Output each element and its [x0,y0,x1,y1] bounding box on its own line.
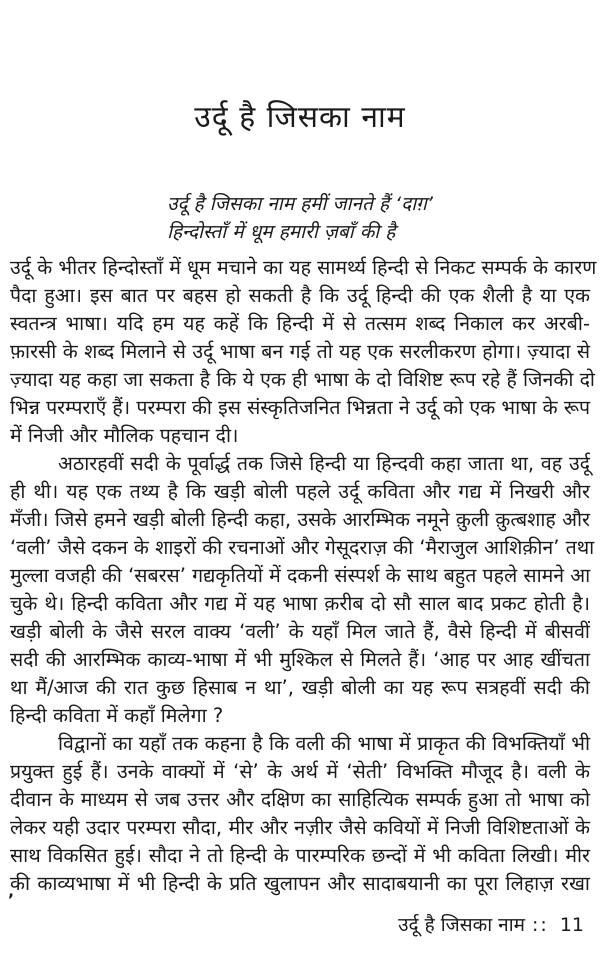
chapter-title: उर्दू है जिसका नाम [194,100,406,135]
epigraph-line-1: उर्दू है जिसका नाम हमीं जानते हैं ‘दाग़’ [167,193,433,215]
body-line: लेकर यही उदार परम्परा सौदा, मीर और नज़ीर जैसे कवियों में निजी विशिष्टताओं के [10,816,590,839]
running-title: उर्दू है जिसका नाम [398,914,525,936]
body-line: ज़्यादा यह कहा जा सकता है कि ये एक ही भाषा के दो विशिष्ट रूप रहे हैं जिनकी दो [10,368,595,391]
body-line: भिन्न परम्पराएँ हैं। परम्परा की इस संस्कृतिजनित भिन्नता ने उर्दू को एक भाषा के रूप [10,396,591,419]
body-text [10,254,597,898]
body-line: उर्दू के भीतर हिन्दोस्ताँ में धूम मचाने का यह सामर्थ्य हिन्दी से निकट सम्पर्क के कारण [10,256,597,279]
body-line: था मैं/आज की रात कुछ हिसाब न था’, खड़ी बोली का यह रूप सत्रहवीं सदी की [10,676,590,699]
body-line: चुके थे। हिन्दी कविता और गद्य में यह भाषा क़रीब दो सौ साल बाद प्रकट होती है। [10,592,590,615]
body-line: दीवान के माध्यम से जब उत्तर और दक्षिण का साहित्यिक सम्पर्क हुआ तो भाषा को [10,788,590,811]
body-line: खड़ी बोली के जैसे सरल वाक्य ‘वली’ के यहाँ मिल जाते हैं, वैसे हिन्दी में बीसवीं [10,620,590,643]
body-line: पैदा हुआ। इस बात पर बहस हो सकती है कि उर्दू हिन्दी की एक शैली है या एक [10,284,590,307]
epigraph [167,190,433,246]
body-line: स्वतन्त्र भाषा। यदि हम यह कहें कि हिन्दी में से तत्सम शब्द निकाल कर अरबी- [10,312,590,335]
body-line: साथ विकसित हुई। सौदा ने तो हिन्दी के पारम्परिक छन्दों में भी कविता लिखी। मीर [10,844,590,867]
epigraph-line-2: हिन्दोस्ताँ में धूम हमारी ज़बाँ की है [167,221,396,243]
body-line: फ़ारसी के शब्द मिलाने से उर्दू भाषा बन गई तो यह एक सरलीकरण होगा। ज़्यादा से [10,340,590,363]
page-footer [398,912,584,938]
body-line: प्रयुक्त हुई हैं। उनके वाक्यों में ‘से’ के अर्थ में ‘सेती’ विभक्ति मौजूद है। वली के [10,760,590,783]
body-line: में निजी और मौलिक पहचान दी। [10,424,239,447]
body-line: अठारहवीं सदी के पूर्वार्द्ध तक जिसे हिन्दी या हिन्दवी कहा जाता था, वह उर्दू [58,452,590,475]
body-line: मँजी। जिसे हमने खड़ी बोली हिन्दी कहा, उसके आरम्भिक नमूने क़ुली क़ुत्बशाह और [10,508,590,531]
body-line: ‘वली’ जैसे दकन के शाइरों की रचनाओं और गेसूदराज़ की ‘मैराजुल आशिक़ीन’ तथा [10,536,595,559]
body-line: सदी की आरम्भिक काव्य-भाषा में भी मुश्किल से मिलते हैं। ‘आह पर आह खींचता [10,648,590,671]
body-line: विद्वानों का यहाँ तक कहना है कि वली की भाषा में प्राकृत की विभक्तियाँ भी [58,732,590,755]
body-line: ही थी। यह एक तथ्य है कि खड़ी बोली पहले उर्दू कविता और गद्य में निखरी और [10,480,590,503]
footer-separator: :: [532,914,549,936]
body-line: हिन्दी कविता में कहाँ मिलेगा ? [10,704,224,727]
body-line: की काव्यभाषा में भी हिन्दी के प्रति खुलापन और सादाबयानी का पूरा लिहाज़ रखा [10,872,590,895]
body-line: मुल्ला वजही की ‘सबरस’ गद्यकृतियों में दकनी संस्पर्श के साथ बहुत पहले सामने आ [10,564,591,587]
page-number: 11 [559,914,584,936]
scan-artifact-mark: ’ [8,890,15,909]
